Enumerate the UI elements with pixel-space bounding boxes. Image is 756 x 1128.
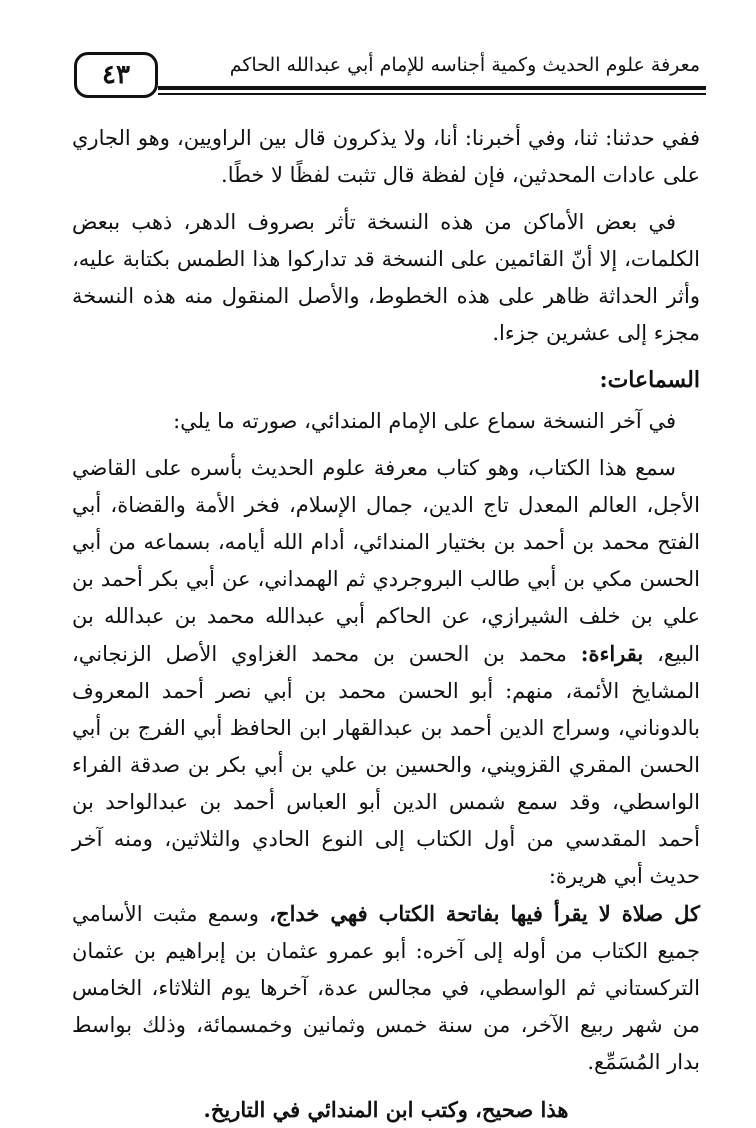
header-rule-thick — [158, 86, 706, 90]
section-heading-samaat: السماعات: — [599, 367, 700, 393]
paragraph-1: ففي حدثنا: ثنا، وفي أخبرنا: أنا، ولا يذكرون قال بين الراويين، وهو الجاري على عادات المحدثين، فإن لفظة قال تثبت لفظًا لا خطًا. — [72, 126, 700, 187]
paragraph-3: في آخر النسخة سماع على الإمام المندائي، صورته ما يلي: — [173, 409, 676, 433]
paragraph-4 — [72, 450, 700, 1081]
paragraph-4-part-c: وسمع مثبت الأسامي جميع الكتاب من أوله إلى آخره: أبو عمرو عثمان بن إبراهيم بن عثمان التركستاني ثم الواسطي، في مجالس عدة، آخرها يوم الثلاثاء، الخامس من شهر ربيع الآخر، من سنة خمس وثمانين وخمسمائة، وذلك بواسط بدار المُسَمِّع. — [72, 902, 700, 1074]
closing-line: هذا صحيح، وكتب ابن المندائي في التاريخ. — [203, 1097, 569, 1122]
header-rule-thin — [158, 93, 706, 95]
paragraph-2: في بعض الأماكن من هذه النسخة تأثر بصروف الدهر، ذهب ببعض الكلمات، إلا أنّ القائمين على النسخة قد تداركوا هذا الطمس بكتابة عليه، وأثر الحداثة ظاهر على هذه الخطوط، والأصل المنقول منه هذه النسخة مجزء إلى عشرين جزءا. — [72, 210, 700, 345]
page-number: ٤٣ — [102, 60, 130, 90]
running-header — [74, 52, 700, 102]
paragraph-4-part-b: محمد بن الحسن بن محمد الغزاوي الأصل الزنجاني، المشايخ الأئمة، منهم: أبو الحسن محمد بن أبي نصر أحمد المعروف بالدوناني، وسراج الدين أحمد بن عبدالقهار ابن الحافظ أبي الفرج بن أبي الحسن المقري القزويني، والحسين بن علي بن أبي بكر بن صدقة الفراء الواسطي، وقد سمع شمس الدين أبو العباس أحمد بن عبدالواحد بن أحمد المقدسي من أول الكتاب إلى النوع الحادي والثلاثين، ومنه آخر حديث أبي هريرة: — [72, 642, 700, 888]
hadith-quote: كل صلاة لا يقرأ فيها بفاتحة الكتاب فهي خداج، — [269, 901, 700, 926]
paragraph-4-part-a: سمع هذا الكتاب، وهو كتاب معرفة علوم الحديث بأسره على القاضي الأجل، العالم المعدل تاج الدين، جمال الإسلام، فخر الأمة والقضاة، أبي الفتح محمد بن أحمد بن بختيار المندائي، أدام الله أيامه، بسماعه من أبي الحسن مكي بن أبي طالب البروجردي ثم الهمداني، عن أبي بكر أحمد بن علي بن خلف الشيرازي، عن الحاكم أبي عبدالله محمد بن عبدالله بن البيع، — [72, 456, 700, 666]
page-body — [72, 120, 700, 1128]
book-title: معرفة علوم الحديث وكمية أجناسه للإمام أبي عبدالله الحاكم — [229, 54, 700, 76]
page-number-frame — [74, 52, 158, 98]
qiraa-label: بقراءة: — [580, 641, 644, 666]
